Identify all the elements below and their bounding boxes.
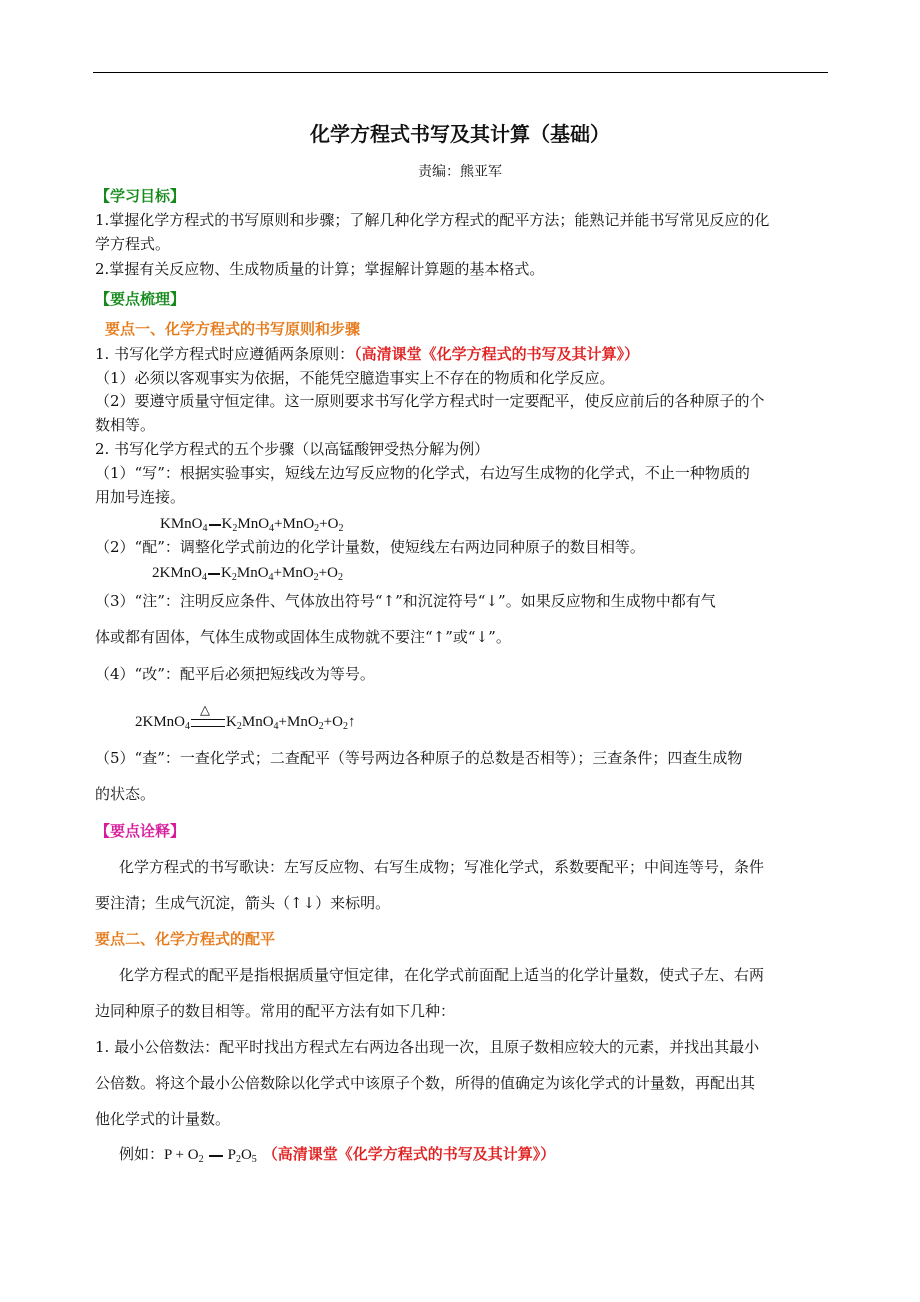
summary-heading: 【要点梳理】 <box>95 290 186 308</box>
step-2: （2）“配”：调整化学式前边的化学计量数，使短线左右两边同种原子的数目相等。 <box>95 538 645 556</box>
explain-line-1: 化学方程式的书写歌诀：左写反应物、右写生成物；写准化学式，系数要配平；中间连等号，条件 <box>119 858 765 876</box>
author-line: 责编：熊亚军 <box>418 164 502 180</box>
step-4: （4）“改”：配平后必须把短线改为等号。 <box>95 665 375 683</box>
header-rule <box>93 72 828 73</box>
course-link-1[interactable]: （高清课堂《化学方程式的书写及其计算》） <box>354 345 640 363</box>
steps-intro: 2. 书写化学方程式的五个步骤（以高锰酸钾受热分解为例） <box>95 440 490 458</box>
step-1-cont: 用加号连接。 <box>95 488 186 506</box>
objective-1-cont: 学方程式。 <box>95 235 171 253</box>
reaction-dash <box>209 524 221 526</box>
objective-2: 2.掌握有关反应物、生成物质量的计算；掌握解计算题的基本格式。 <box>95 260 545 278</box>
step-3-cont: 体或都有固体，气体生成物或固体生成物就不要注“↑”或“↓”。 <box>95 628 511 646</box>
principle-text: 1. 书写化学方程式时应遵循两条原则： <box>95 345 355 363</box>
step-5-cont: 的状态。 <box>95 785 156 803</box>
equation-3: 2KMnO$_4$ △ $K_2MnO_4+MnO_2+O_2↑$ <box>135 701 356 732</box>
page-title: 化学方程式书写及其计算（基础） <box>310 122 610 146</box>
step-1: （1）“写”：根据实验事实，短线左边写反应物的化学式，右边写生成物的化学式，不止一种物质的 <box>95 464 750 482</box>
course-link-2[interactable]: （高清课堂《化学方程式的书写及其计算》） <box>262 1147 556 1163</box>
point2-line-2: 边同种原子的数目相等。常用的配平方法有如下几种： <box>95 1002 456 1020</box>
heat-equals-sign <box>191 701 225 727</box>
explain-line-2: 要注清；生成气沉淀，箭头（↑↓）来标明。 <box>95 894 391 912</box>
principle-2-cont: 数相等。 <box>95 416 156 434</box>
principle-1: （1）必须以客观事实为依据，不能凭空臆造事实上不存在的物质和化学反应。 <box>95 369 615 387</box>
reaction-dash <box>208 573 220 575</box>
point2-line-1: 化学方程式的配平是指根据质量守恒定律，在化学式前面配上适当的化学计量数，使式子左、右两 <box>119 966 765 984</box>
objective-1: 1.掌握化学方程式的书写原则和步骤；了解几种化学方程式的配平方法；能熟记并能书写常见反应的化 <box>95 211 770 229</box>
point1-title: 要点一、化学方程式的书写原则和步骤 <box>105 320 361 338</box>
method-1-cont: 公倍数。将这个最小公倍数除以化学式中该原子个数，所得的值确定为该化学式的计量数，再配出其 <box>95 1074 756 1092</box>
objectives-heading: 【学习目标】 <box>95 187 186 205</box>
explain-heading: 【要点诠释】 <box>95 822 186 840</box>
heat-delta-icon: △ <box>200 701 211 717</box>
gas-arrow-icon: ↑ <box>347 714 356 730</box>
point2-title: 要点二、化学方程式的配平 <box>95 930 276 948</box>
example-equation: 例如：$P + O_2$ $P_2O_5$ （高清课堂《化学方程式的书写及其计算》） <box>119 1147 556 1165</box>
equation-1: KMnO$_4$ $K_2MnO_4+MnO_2+O_2$ <box>160 516 344 534</box>
step-5: （5）“查”：一查化学式；二查配平（等号两边各种原子的总数是否相等）；三查条件；四查生成物 <box>95 749 743 767</box>
principle-2: （2）要遵守质量守恒定律。这一原则要求书写化学方程式时一定要配平，使反应前后的各种原子的个 <box>95 392 765 410</box>
method-1-cont2: 他化学式的计量数。 <box>95 1110 231 1128</box>
step-3: （3）“注”：注明反应条件、气体放出符号“↑”和沉淀符号“↓”。如果反应物和生成物中都有气 <box>95 592 716 610</box>
principle-line <box>95 344 639 364</box>
equation-2: 2KMnO$_4$ $K_2MnO_4+MnO_2+O_2$ <box>152 565 343 583</box>
method-1: 1. 最小公倍数法：配平时找出方程式左右两边各出现一次，且原子数相应较大的元素，并找出其最小 <box>95 1038 760 1056</box>
reaction-dash <box>209 1155 223 1157</box>
